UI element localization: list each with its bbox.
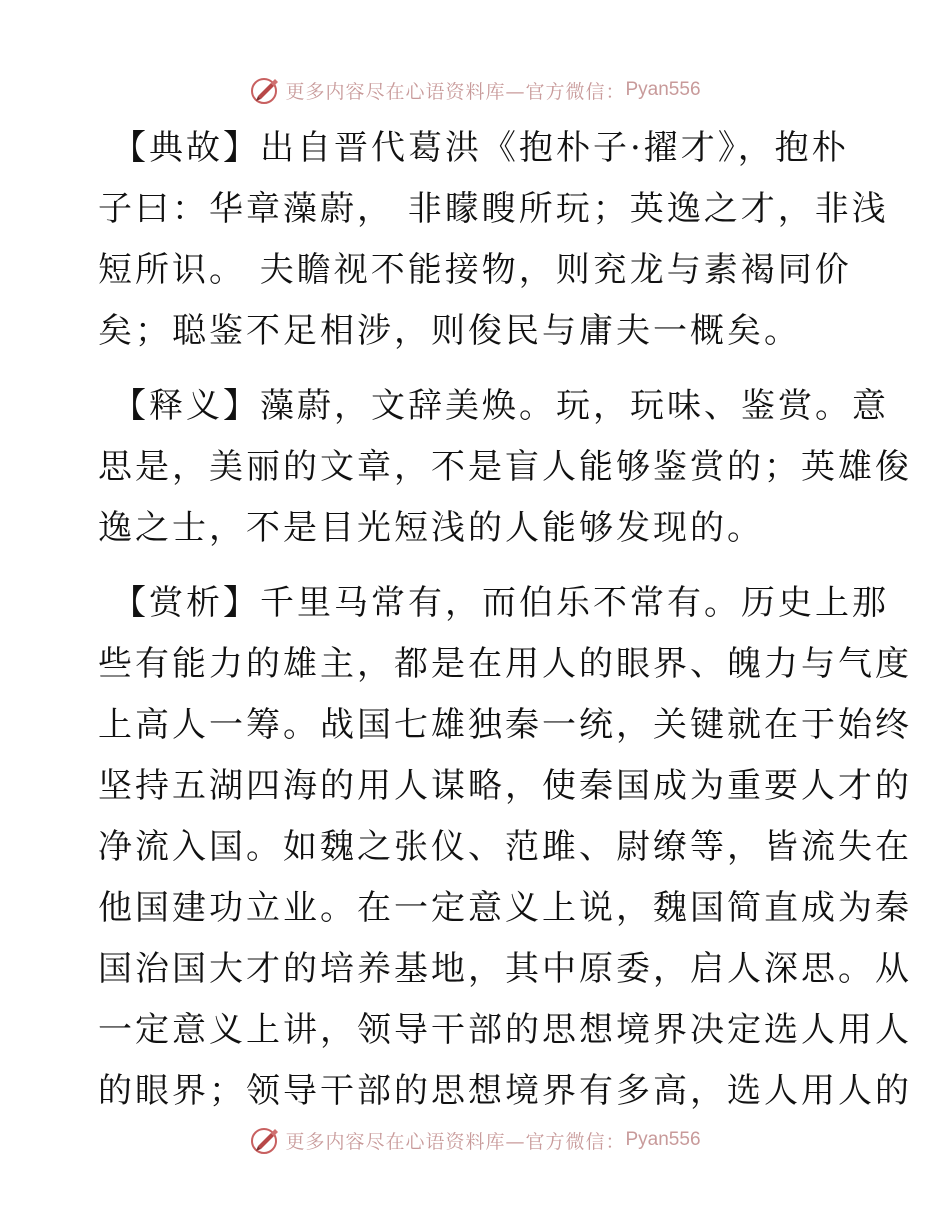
text-line: 【典故】出自晋代葛洪《抱朴子·擢才》，抱朴 [112, 128, 849, 168]
watermark-footer [0, 1122, 950, 1158]
text-line: 逸之士，不是目光短浅的人能够发现的。 [98, 508, 764, 548]
text-line: 国治国大才的培养基地，其中原委，启人深思。从 [98, 949, 912, 989]
text-line: 的眼界；领导干部的思想境界有多高，选人用人的 [98, 1071, 912, 1111]
watermark-text: 更多内容尽在心语资料库—官方微信： [285, 80, 626, 103]
text-line: 思是，美丽的文章，不是盲人能够鉴赏的；英雄俊 [98, 447, 912, 487]
text-line: 【赏析】千里马常有，而伯乐不常有。历史上那 [112, 583, 889, 623]
watermark-wechat-id: Pyan556 [625, 1129, 701, 1150]
text-line: 上高人一筹。战国七雄独秦一统，关键就在于始终 [98, 705, 912, 745]
document-body [98, 118, 912, 1122]
pen-logo-icon [249, 74, 281, 106]
text-line: 子曰：华章藻蔚， 非矇瞍所玩；英逸之才，非浅 [98, 189, 889, 229]
pen-logo-icon [249, 1124, 281, 1156]
watermark-text: 更多内容尽在心语资料库—官方微信： [285, 1130, 626, 1153]
text-line: 矣；聪鉴不足相涉，则俊民与庸夫一概矣。 [98, 311, 801, 351]
paragraph-allusion [98, 118, 889, 362]
text-line: 他国建功立业。在一定意义上说，魏国简直成为秦 [98, 888, 912, 928]
text-line: 短所识。 夫瞻视不能接物，则兖龙与素褐同价 [98, 250, 852, 290]
text-line: 【释义】藻蔚，文辞美焕。玩，玩味、鉴赏。意 [112, 386, 889, 426]
watermark-wechat-id: Pyan556 [625, 79, 701, 100]
text-line: 净流入国。如魏之张仪、范雎、尉缭等，皆流失在 [98, 827, 912, 867]
paragraph-explanation [98, 376, 912, 559]
watermark-header [0, 72, 950, 108]
text-line: 些有能力的雄主，都是在用人的眼界、魄力与气度 [98, 644, 912, 684]
text-line: 坚持五湖四海的用人谋略，使秦国成为重要人才的 [98, 766, 912, 806]
text-line: 一定意义上讲，领导干部的思想境界决定选人用人 [98, 1010, 912, 1050]
paragraph-analysis [98, 573, 912, 1122]
